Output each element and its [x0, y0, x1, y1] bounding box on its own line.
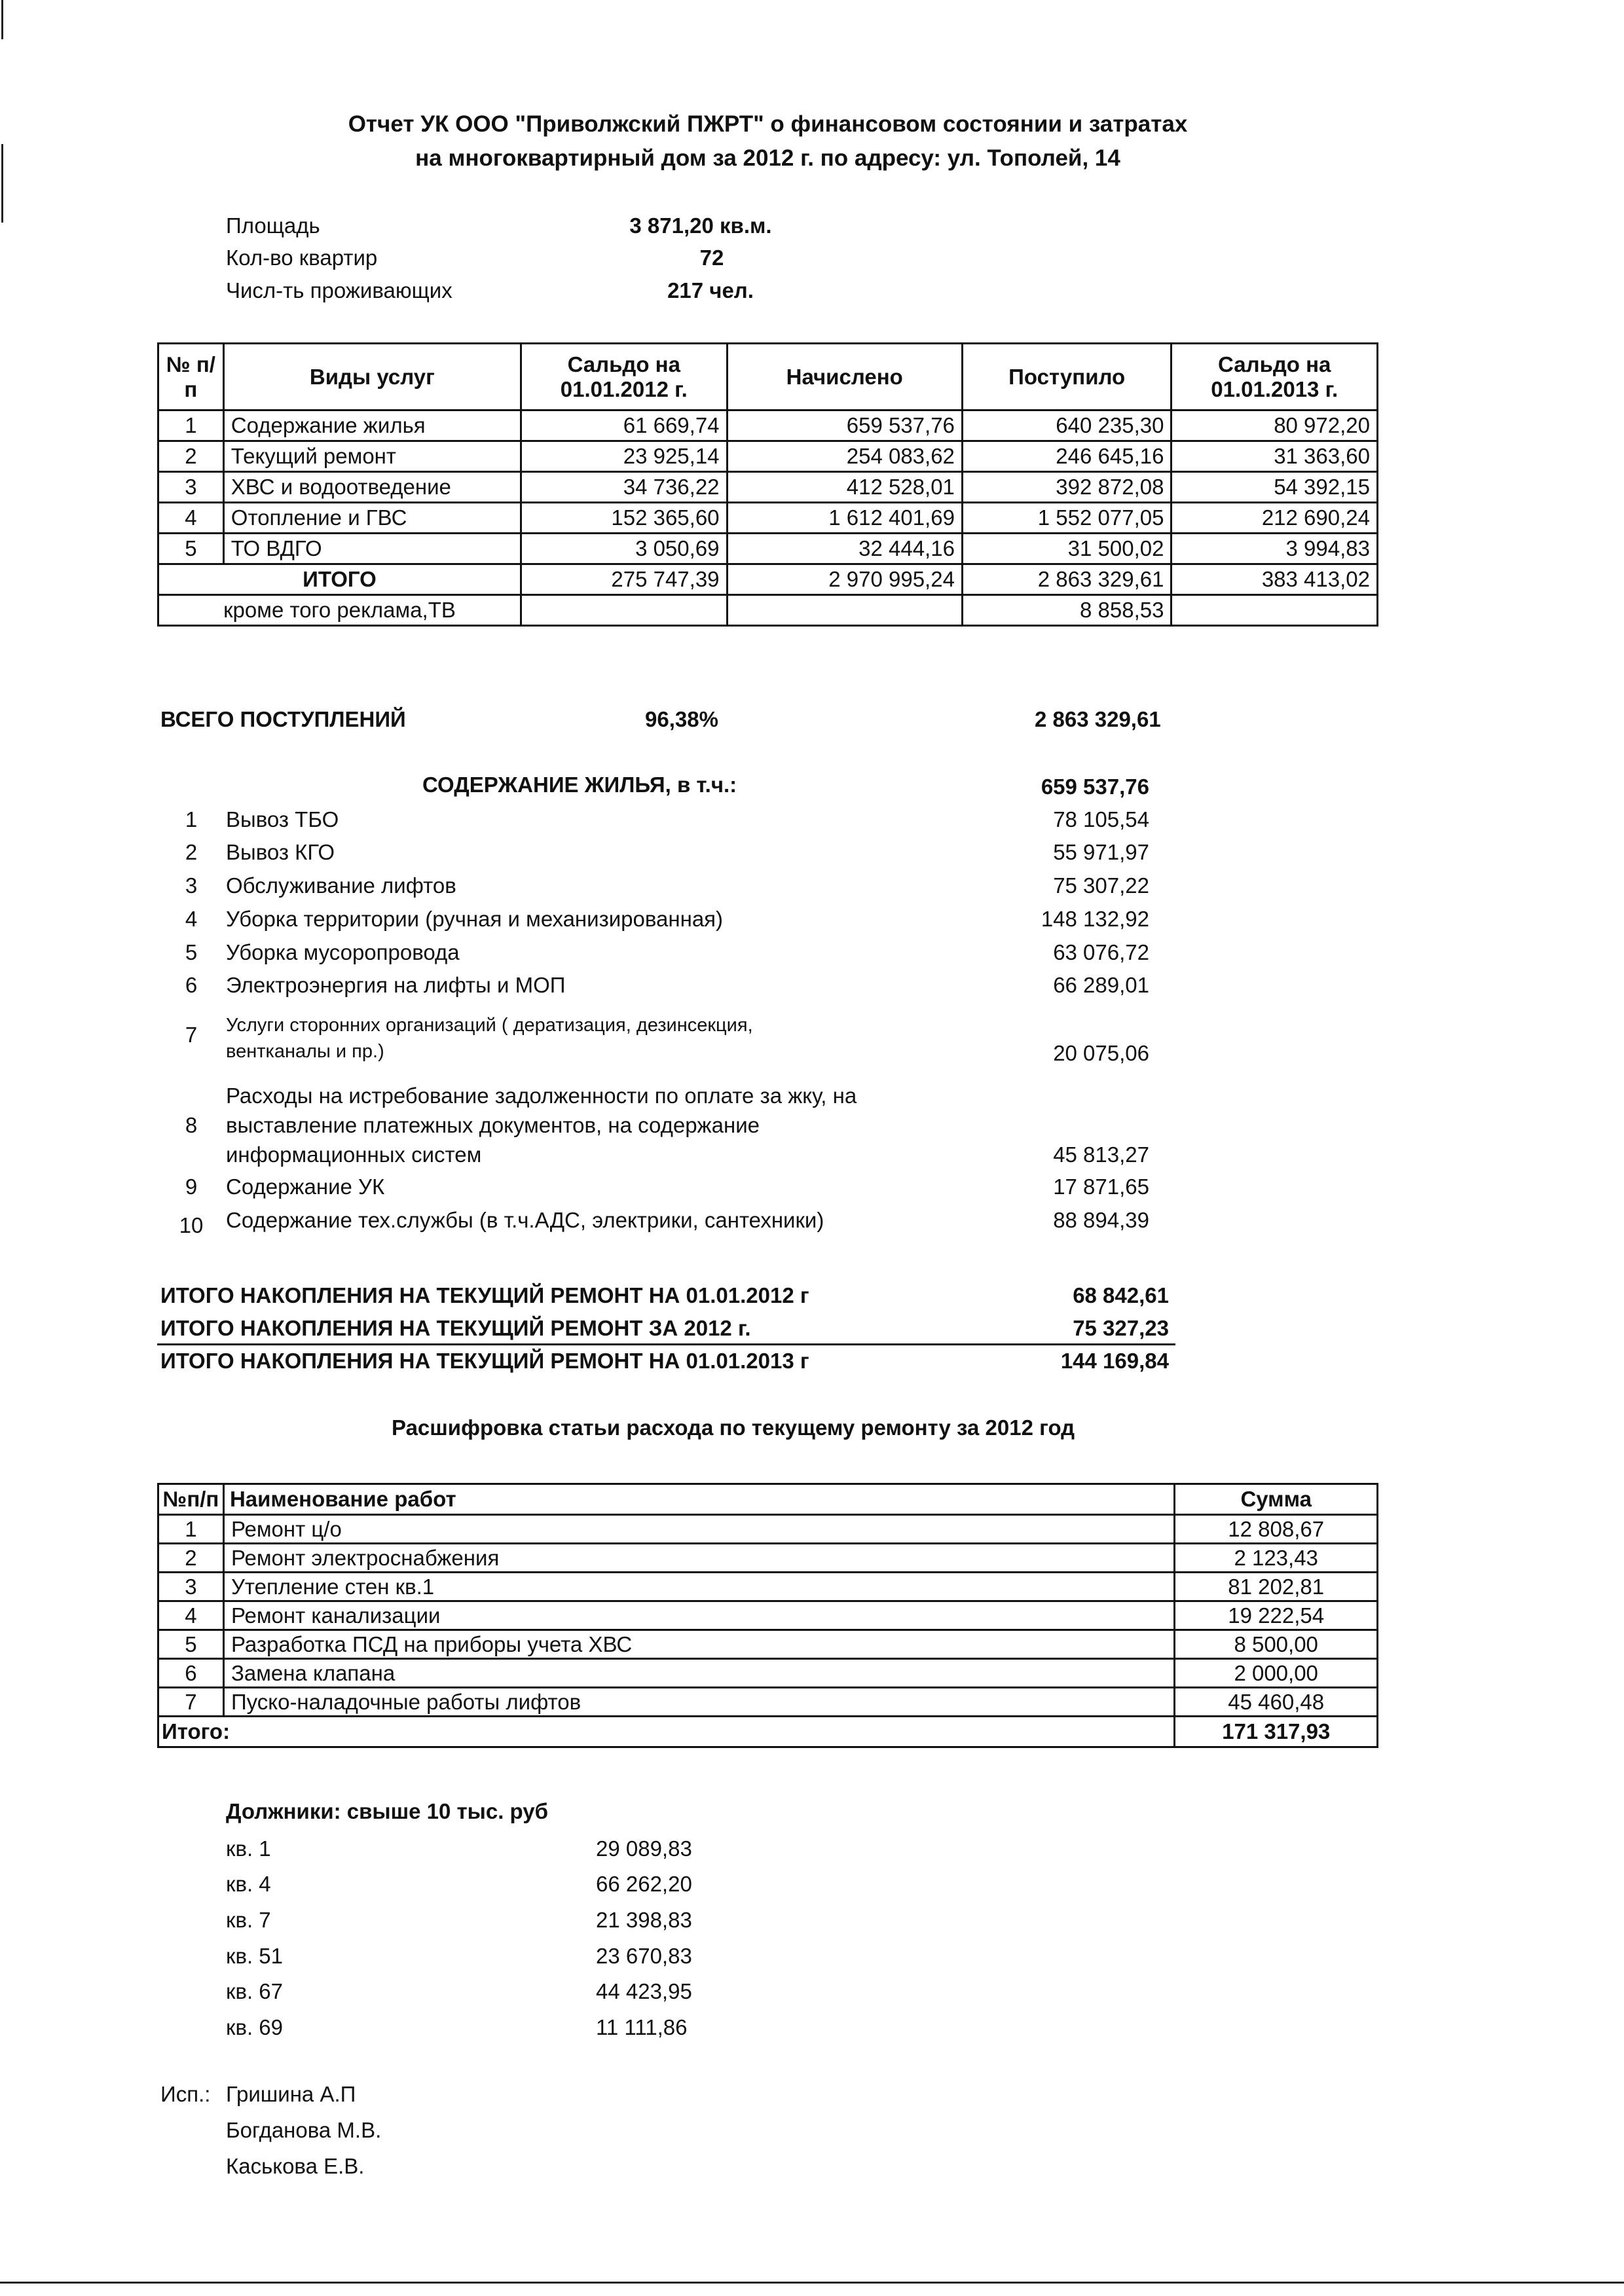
executor-name: Богданова М.В.: [226, 2118, 382, 2142]
total-saldo-start: 275 747,39: [521, 564, 728, 595]
work-sum: 81 202,81: [1175, 1573, 1378, 1601]
service-name: Отопление и ГВС: [223, 503, 521, 534]
table-row: [158, 472, 1378, 503]
col-work-header: Наименование работ: [223, 1484, 1174, 1515]
total-receipts-percent: 96,38%: [645, 707, 718, 731]
work-name: Ремонт канализации: [223, 1601, 1174, 1630]
item-number: 6: [185, 973, 198, 997]
executor-name: Гришина А.П: [226, 2082, 356, 2106]
item-number: 2: [185, 840, 198, 864]
savings-end-label: ИТОГО НАКОПЛЕНИЯ НА ТЕКУЩИЙ РЕМОНТ НА 01.01.2013 г: [160, 1349, 809, 1373]
item-value: 75 307,22: [1053, 873, 1149, 898]
debtor-apartment: кв. 1: [226, 1836, 271, 1861]
item-number: 7: [185, 1023, 198, 1047]
work-name: Пуско-наладочные работы лифтов: [223, 1688, 1174, 1717]
item-text: Содержание тех.службы (в т.ч.АДС, электрики, сантехники): [226, 1208, 824, 1232]
charged: 1 612 401,69: [727, 503, 962, 534]
service-name: Содержание жилья: [223, 410, 521, 441]
table-row: [158, 1515, 1378, 1544]
col-received-header: Поступило: [962, 344, 1172, 410]
received: 31 500,02: [962, 534, 1172, 564]
item-number: 10: [179, 1213, 204, 1237]
item-value: 17 871,65: [1053, 1175, 1149, 1199]
scan-edge-mark: [1, 0, 3, 39]
area-label: Площадь: [226, 213, 320, 238]
col-service-header: Виды услуг: [223, 344, 521, 410]
table-row: [158, 503, 1378, 534]
total-label: ИТОГО: [158, 564, 521, 595]
item-value: 78 105,54: [1053, 807, 1149, 831]
table-row: [158, 1601, 1378, 1630]
repairs-total-row: [158, 1717, 1378, 1747]
repairs-header-row: [158, 1484, 1378, 1515]
debtor-apartment: кв. 7: [226, 1908, 271, 1932]
col-saldo-start-header: [521, 344, 728, 410]
row-number: 5: [158, 1630, 224, 1659]
saldo-end: 54 392,15: [1172, 472, 1378, 503]
total-charged: 2 970 995,24: [727, 564, 962, 595]
list-item: [0, 1015, 1624, 1074]
savings-year-value: 75 327,23: [1073, 1316, 1169, 1340]
saldo-start: 34 736,22: [521, 472, 728, 503]
savings-year-label: ИТОГО НАКОПЛЕНИЯ НА ТЕКУЩИЙ РЕМОНТ ЗА 2012 г.: [160, 1316, 751, 1340]
saldo-end: 31 363,60: [1172, 441, 1378, 472]
col-sum-header: Сумма: [1175, 1484, 1378, 1515]
charged: 254 083,62: [727, 441, 962, 472]
item-text-line3: информационных систем: [226, 1142, 482, 1167]
saldo-start: 3 050,69: [521, 534, 728, 564]
savings-end-value: 144 169,84: [1060, 1349, 1169, 1373]
repairs-title: Расшифровка статьи расхода по текущему ремонту за 2012 год: [392, 1415, 1075, 1440]
table-row: [158, 1659, 1378, 1688]
debtor-amount: 23 670,83: [596, 1944, 692, 1968]
table-row: [158, 1544, 1378, 1573]
received: 246 645,16: [962, 441, 1172, 472]
services-header-row: [158, 344, 1378, 410]
row-number: 4: [158, 1601, 224, 1630]
charged: 412 528,01: [727, 472, 962, 503]
work-name: Ремонт ц/о: [223, 1515, 1174, 1544]
charged: 32 444,16: [727, 534, 962, 564]
savings-start-value: 68 842,61: [1073, 1283, 1169, 1307]
item-value: 63 076,72: [1053, 940, 1149, 964]
table-row: [158, 410, 1378, 441]
debtor-apartment: кв. 4: [226, 1872, 271, 1896]
work-sum: 2 123,43: [1175, 1544, 1378, 1573]
savings-start-label: ИТОГО НАКОПЛЕНИЯ НА ТЕКУЩИЙ РЕМОНТ НА 01.01.2012 г: [160, 1283, 809, 1307]
repairs-total-label: Итого:: [158, 1717, 1175, 1747]
work-sum: 2 000,00: [1175, 1659, 1378, 1688]
total-receipts-label: ВСЕГО ПОСТУПЛЕНИЙ: [160, 707, 406, 731]
repairs-table: [157, 1483, 1378, 1748]
apartments-value: 72: [699, 246, 724, 270]
item-value: 88 894,39: [1053, 1208, 1149, 1232]
saldo-start: 23 925,14: [521, 441, 728, 472]
row-number: 2: [158, 441, 224, 472]
item-value: 45 813,27: [1053, 1142, 1149, 1167]
item-value: 148 132,92: [1041, 907, 1149, 931]
table-row: [158, 1630, 1378, 1659]
services-table: [157, 342, 1378, 627]
savings-divider: [157, 1343, 1175, 1345]
row-number: 3: [158, 472, 224, 503]
saldo-end-header-line1: Сальдо на: [1218, 352, 1331, 376]
total-receipts-value: 2 863 329,61: [1035, 707, 1161, 731]
received: 1 552 077,05: [962, 503, 1172, 534]
item-number: 3: [185, 873, 198, 898]
item-value: 20 075,06: [1053, 1041, 1149, 1065]
col-charged-header: Начислено: [727, 344, 962, 410]
debtor-apartment: кв. 67: [226, 1979, 284, 2003]
advertising-row: [158, 595, 1378, 626]
item-number: 1: [185, 807, 198, 831]
table-row: [158, 1573, 1378, 1601]
charged: 659 537,76: [727, 410, 962, 441]
debtor-amount: 11 111,86: [596, 2015, 688, 2039]
executors-label: Исп.:: [160, 2082, 211, 2106]
work-sum: 12 808,67: [1175, 1515, 1378, 1544]
executor-name: Каськова Е.В.: [226, 2154, 365, 2178]
debtor-apartment: кв. 51: [226, 1944, 284, 1968]
row-number: 3: [158, 1573, 224, 1601]
total-received: 2 863 329,61: [962, 564, 1172, 595]
item-value: 55 971,97: [1053, 840, 1149, 864]
work-name: Утепление стен кв.1: [223, 1573, 1174, 1601]
row-number: 5: [158, 534, 224, 564]
saldo-start-header-line2: 01.01.2012 г.: [560, 376, 688, 401]
col-number-header: № п/п: [158, 344, 224, 410]
work-name: Разработка ПСД на приборы учета ХВС: [223, 1630, 1174, 1659]
item-text: Вывоз КГО: [226, 840, 335, 864]
received: 640 235,30: [962, 410, 1172, 441]
saldo-end: 3 994,83: [1172, 534, 1378, 564]
item-number: 8: [185, 1113, 198, 1137]
row-number: 7: [158, 1688, 224, 1717]
empty-cell: [727, 595, 962, 626]
report-title-line1: Отчет УК ООО "Приволжский ПЖРТ" о финансовом состоянии и затратах: [348, 111, 1188, 137]
list-item: [0, 1084, 1624, 1175]
item-number: 5: [185, 940, 198, 964]
saldo-start-header-line1: Сальдо на: [567, 352, 680, 376]
col-saldo-end-header: [1172, 344, 1378, 410]
total-saldo-end: 383 413,02: [1172, 564, 1378, 595]
item-text-line1: Расходы на истребование задолженности по оплате за жку, на: [226, 1084, 857, 1108]
item-text-line1: Услуги сторонних организаций ( дератизация, дезинсекция,: [226, 1015, 753, 1036]
housing-total: 659 537,76: [1041, 774, 1149, 799]
debtor-amount: 29 089,83: [596, 1836, 692, 1861]
row-number: 4: [158, 503, 224, 534]
table-row: [158, 534, 1378, 564]
item-text: Уборка мусоропровода: [226, 940, 460, 964]
service-name: ТО ВДГО: [223, 534, 521, 564]
scan-bottom-line: [0, 2282, 1624, 2284]
row-number: 1: [158, 1515, 224, 1544]
advertising-label: кроме того реклама,ТВ: [158, 595, 521, 626]
item-text: Обслуживание лифтов: [226, 873, 456, 898]
saldo-end: 80 972,20: [1172, 410, 1378, 441]
debtor-apartment: кв. 69: [226, 2015, 284, 2039]
saldo-end: 212 690,24: [1172, 503, 1378, 534]
work-sum: 8 500,00: [1175, 1630, 1378, 1659]
area-value: 3 871,20 кв.м.: [629, 213, 772, 238]
saldo-end-header-line2: 01.01.2013 г.: [1211, 376, 1338, 401]
table-row: [158, 441, 1378, 472]
saldo-start: 152 365,60: [521, 503, 728, 534]
residents-value: 217 чел.: [667, 278, 754, 302]
item-text: Вывоз ТБО: [226, 807, 339, 831]
item-number: 4: [185, 907, 198, 931]
row-number: 2: [158, 1544, 224, 1573]
work-name: Замена клапана: [223, 1659, 1174, 1688]
empty-cell: [521, 595, 728, 626]
item-text-line2: выставление платежных документов, на содержание: [226, 1113, 760, 1137]
service-name: ХВС и водоотведение: [223, 472, 521, 503]
debtor-amount: 44 423,95: [596, 1979, 692, 2003]
saldo-start: 61 669,74: [521, 410, 728, 441]
report-title-line2: на многоквартирный дом за 2012 г. по адресу: ул. Тополей, 14: [415, 145, 1120, 171]
item-text: Уборка территории (ручная и механизированная): [226, 907, 724, 931]
service-name: Текущий ремонт: [223, 441, 521, 472]
repairs-total-sum: 171 317,93: [1175, 1717, 1378, 1747]
advertising-received: 8 858,53: [962, 595, 1172, 626]
services-total-row: [158, 564, 1378, 595]
item-number: 9: [185, 1175, 198, 1199]
item-value: 66 289,01: [1053, 973, 1149, 997]
work-sum: 45 460,48: [1175, 1688, 1378, 1717]
row-number: 1: [158, 410, 224, 441]
col-number-header: №п/п: [158, 1484, 224, 1515]
empty-cell: [1172, 595, 1378, 626]
work-name: Ремонт электроснабжения: [223, 1544, 1174, 1573]
debtors-title: Должники: свыше 10 тыс. руб: [226, 1799, 549, 1823]
debtor-amount: 66 262,20: [596, 1872, 692, 1896]
received: 392 872,08: [962, 472, 1172, 503]
work-sum: 19 222,54: [1175, 1601, 1378, 1630]
item-text-line2: вентканалы и пр.): [226, 1041, 384, 1062]
debtor-amount: 21 398,83: [596, 1908, 692, 1932]
residents-label: Числ-ть проживающих: [226, 278, 452, 302]
item-text: Электроэнергия на лифты и МОП: [226, 973, 566, 997]
apartments-label: Кол-во квартир: [226, 246, 378, 270]
row-number: 6: [158, 1659, 224, 1688]
table-row: [158, 1688, 1378, 1717]
housing-title: СОДЕРЖАНИЕ ЖИЛЬЯ, в т.ч.:: [422, 773, 737, 797]
item-text: Содержание УК: [226, 1175, 385, 1199]
